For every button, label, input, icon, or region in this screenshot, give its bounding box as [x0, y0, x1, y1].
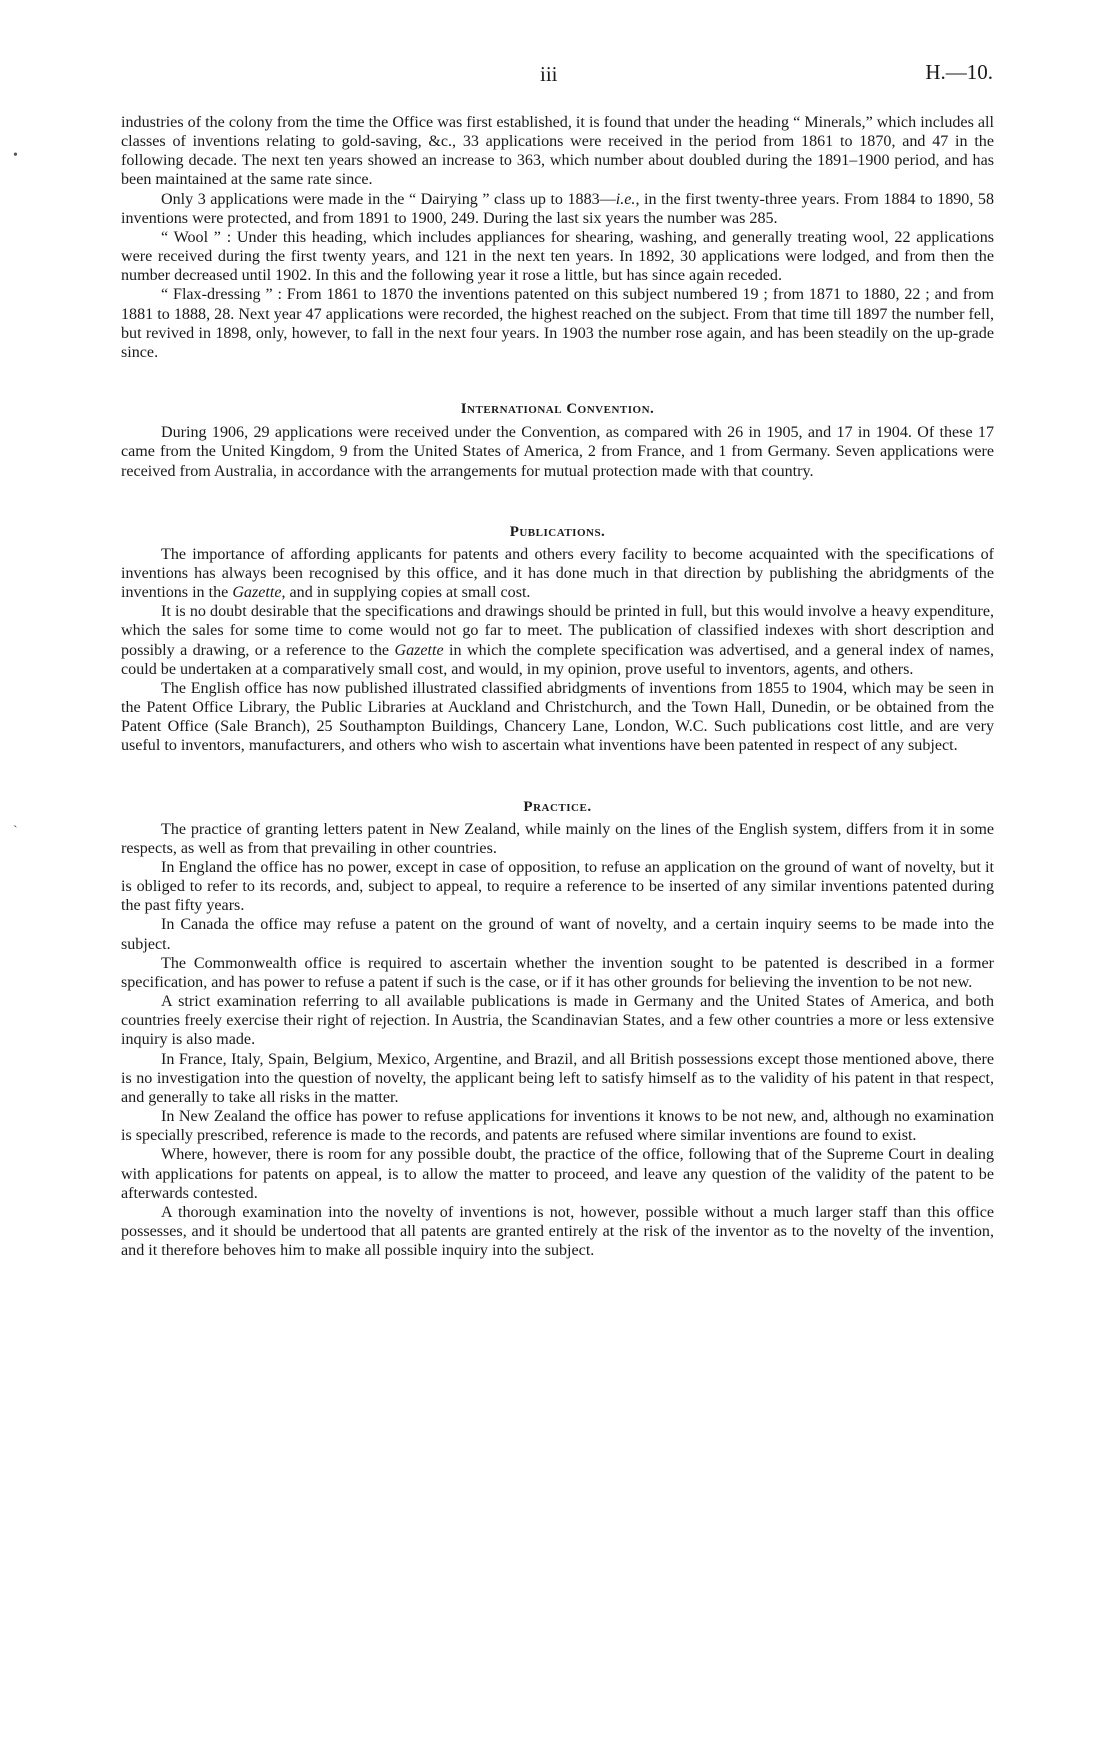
italic-text: Gazette [232, 584, 282, 602]
paragraph: In France, Italy, Spain, Belgium, Mexico, Argentine, and Brazil, and all British possessions except those mentioned above, there is no investigation into the question of novelty, the applicant being left to satisfy himself as to the validity of his patent in that respect, and generally to take all risks in the matter. [121, 1050, 994, 1106]
page-number: iii [540, 62, 558, 86]
paragraph: “ Wool ” : Under this heading, which includes appliances for shearing, washing, and generally treating wool, 22 applications were received during the first twenty years, and 121 in the next ten years. In 1892, 30 applications were lodged, and from then the number decreased until 1902. In this and the following year it rose a little, but has since again receded. [121, 228, 994, 285]
paragraph [121, 545, 994, 602]
paragraph: The Commonwealth office is required to ascertain whether the invention sought to be patented is described in a former specification, and has power to refuse a patent if such is the case, or if it has other grounds for believing the invention to be not new. [121, 954, 994, 991]
section-international-convention [121, 400, 994, 481]
text-run: , and in supplying copies at small cost. [281, 584, 531, 602]
section-heading: Publications. [509, 523, 606, 540]
paragraph: The English office has now published illustrated classified abridgments of inventions from 1855 to 1904, which may be seen in the Patent Office Library, the Public Libraries at Auckland and Christchurch, and the Town Hall, Dunedin, or be obtained from the Patent Office (Sale Branch), 25 Southampton Buildings, Chancery Lane, London, W.C. Such publications cost little, and are very useful to inventors, manufacturers, and others who wish to ascertain what inventions have been patented in respect of any subject. [121, 679, 994, 755]
paragraph: In England the office has no power, except in case of opposition, to refuse an application on the ground of want of novelty, but it is obliged to refer to its records, and, subject to appeal, to require a reference to be inserted of any similar inventions patented during the past fifty years. [121, 859, 994, 915]
paragraph: A strict examination referring to all available publications is made in Germany and the United States of America, and both countries freely exercise their right of rejection. In Austria, the Scandinavian States, and a few other countries a more or less extensive inquiry is also made. [121, 993, 994, 1049]
section-publications [121, 523, 994, 756]
page-body [121, 113, 994, 1260]
section-practice [121, 798, 994, 1261]
paragraph: In Canada the office may refuse a patent on the ground of want of novelty, and a certain inquiry seems to be made into the subject. [121, 916, 994, 953]
italic-text: Gazette [394, 641, 444, 659]
text-run: Only 3 applications were made in the “ Dairying ” class up to 1883— [161, 190, 616, 208]
paragraph [121, 190, 994, 228]
text-run: The importance of affording applicants for patents and others every facility to become acquainted with the specifications of inventions has always been recognised by this office, and it has done much in that direction by publishing the abridgments of the inventions in the [121, 545, 994, 602]
italic-text: i.e. [615, 190, 636, 208]
text-run: It is no doubt desirable that the specifications and drawings should be printed in full, but this would involve a heavy expenditure, which the sales for some time to come would not go far to meet. The publication of classified indexes with short description and possibly a drawing, or a reference to the [121, 603, 994, 659]
paragraph: In New Zealand the office has power to refuse applications for inventions it knows to be not new, and, although no examination is specially prescribed, reference is made to the records, and patents are refused where similar inventions are found to exist. [121, 1108, 994, 1145]
text-run: , in the first twenty-three years. From 1884 to 1890, 58 inventions were protected, and from 1891 to 1900, 249. During the last six years the number was 285. [121, 190, 994, 227]
text-run: in which the complete specification was advertised, and a general index of names, could be undertaken at a comparatively small cost, and would, in my opinion, prove useful to inventors, agents, and others. [121, 641, 994, 678]
paragraph: industries of the colony from the time the Office was first established, it is found that under the heading “ Minerals,” which includes all classes of inventions relating to gold-saving, &c., 33 applications were received in the period from 1861 to 1870, and 47 in the following decade. The next ten years showed an increase to 363, which number about doubled during the 1891–1900 period, and has been maintained at the same rate since. [121, 114, 994, 189]
margin-mark: ˋ [13, 824, 18, 839]
document-code: H.—10. [925, 60, 993, 84]
paragraph: The practice of granting letters patent in New Zealand, while mainly on the lines of the English system, differs from it in some respects, as well as from that prevailing in other countries. [121, 820, 994, 857]
paragraph [121, 602, 994, 679]
paragraph: “ Flax-dressing ” : From 1861 to 1870 the inventions patented on this subject numbered 19 ; from 1871 to 1880, 22 ; and from 1881 to 1888, 28. Next year 47 applications were recorded, the highest reached on the subject. From that time till 1897 the number fell, but revived in 1898, only, however, to fall in the next four years. In 1903 the number rose again, and has been steadily on the up-grade since. [121, 286, 994, 361]
paragraph: During 1906, 29 applications were received under the Convention, as compared with 26 in 1905, and 17 in 1904. Of these 17 came from the United Kingdom, 9 from the United States of America, 2 from France, and 1 from Germany. Seven applications were received from Australia, in accordance with the arrangements for mutual protection made with that country. [121, 424, 994, 480]
paragraph: Where, however, there is room for any possible doubt, the practice of the office, following that of the Supreme Court in dealing with applications for patents on appeal, is to allow the matter to proceed, and leave any question of the validity of the patent to be afterwards contested. [121, 1146, 994, 1202]
section-heading: Practice. [523, 798, 592, 815]
section-heading: International Convention. [460, 401, 655, 418]
section-statistics [121, 113, 994, 362]
margin-mark: • [13, 148, 18, 163]
paragraph: A thorough examination into the novelty of inventions is not, however, possible without a much larger staff than this office possesses, and it should be undertood that all patents are granted entirely at the risk of the inventor as to the novelty of the invention, and it therefore behoves him to make all possible inquiry into the subject. [121, 1203, 994, 1260]
